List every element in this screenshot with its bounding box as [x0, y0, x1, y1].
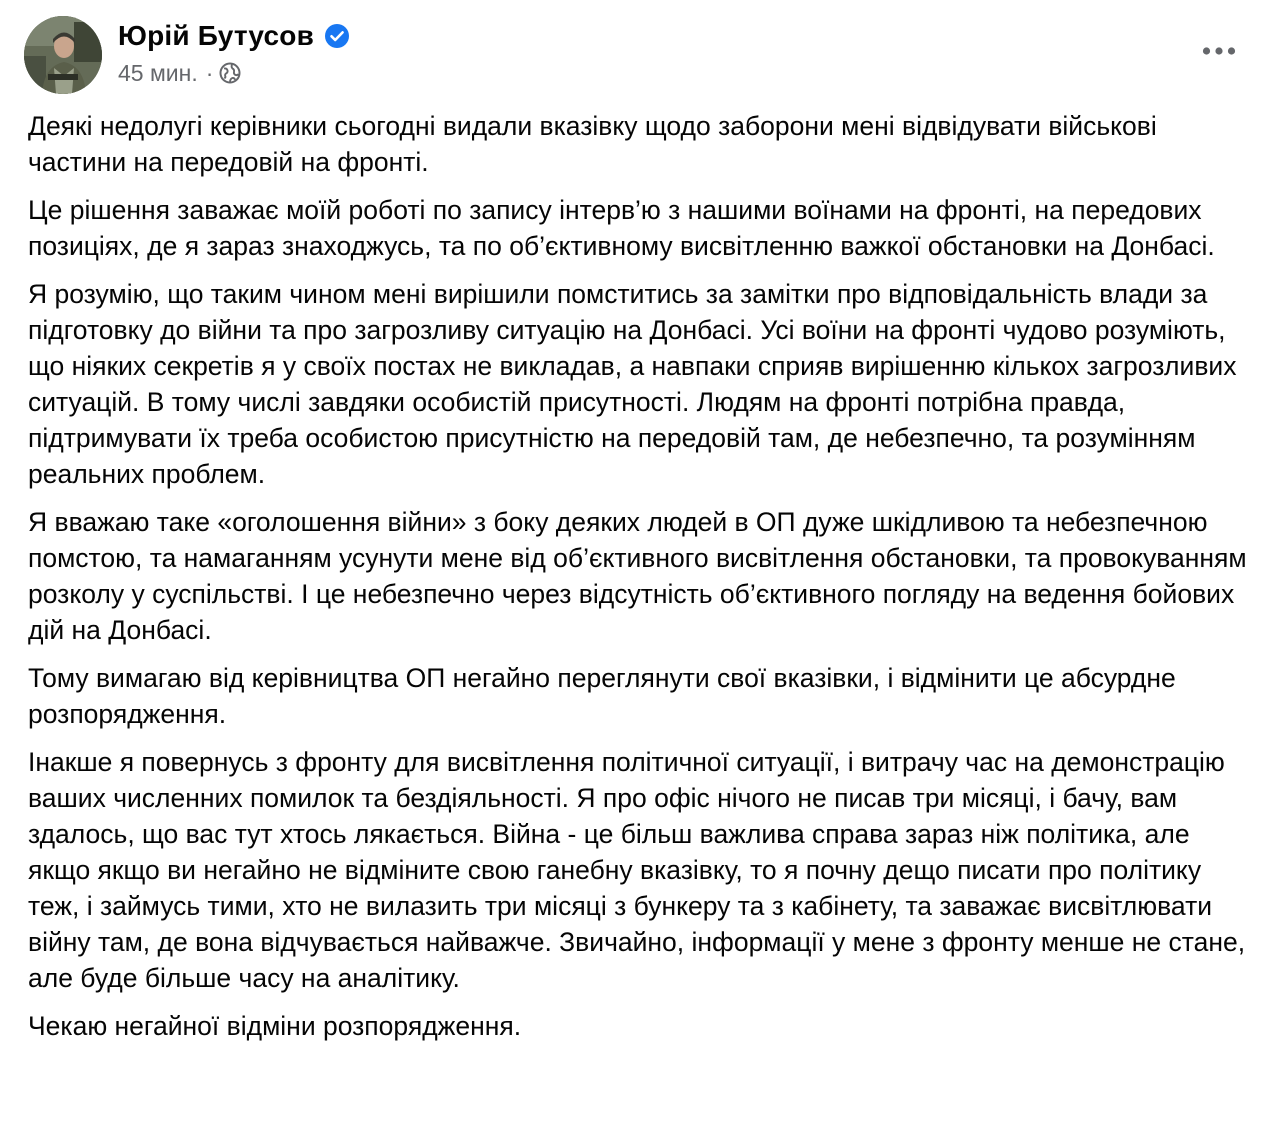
profile-photo-icon — [24, 16, 102, 94]
post-paragraph: Тому вимагаю від керівництва ОП негайно переглянути свої вказівки, і відмінити це абсурдне розпорядження. — [28, 663, 1176, 729]
post-meta — [118, 57, 241, 89]
verified-badge-icon — [324, 23, 350, 49]
more-options-icon — [1202, 46, 1236, 56]
post-text — [28, 108, 1258, 1056]
post-paragraph: Чекаю негайної відміни розпорядження. — [28, 1011, 522, 1041]
author-line — [118, 18, 350, 54]
post-paragraph: Деякі недолугі керівники сьогодні видали вказівку щодо заборони мені відвідувати військові частини на передовій на фронті. — [28, 111, 1157, 177]
post-paragraph: Інакше я повернусь з фронту для висвітлення політичної ситуації, і витрачу час на демонстрацію ваших численних помилок та бездіяльності. Я про офіс нічого не писав три місяці, і бачу, вам здалось, що вас тут хтось лякається. Війна - це більш важлива справа зараз ніж політика, але якщо якщо ви негайно не відміните свою ганебну вказівку, то я почну дещо писати про політику теж, і займусь тими, хто не вилазить три місяці з бункеру та з кабінету, та заважає висвітлювати війну там, де вона відчувається найважче. Звичайно, інформації у мене з фронту менше не стане, але буде більше часу на аналітику. — [28, 747, 1246, 993]
post-timestamp[interactable]: 45 мин. — [118, 59, 198, 86]
post-paragraph: Я розумію, що таким чином мені вирішили помститись за замітки про відповідальність влади за підготовку до війни та про загрозливу ситуацію на Донбасі. Усі воїни на фронті чудово розуміють, що ніяких секретів я у своїх постах не викладав, а навпаки сприяв вирішенню кількох загрозливих ситуацій. В тому числі завдяки особистій присутності. Людям на фронті потрібна правда, підтримувати їх треба особистою присутністю на передовій там, де небезпечно, та розумінням реальних проблем. — [28, 279, 1237, 489]
meta-separator: · — [205, 59, 214, 86]
author-avatar[interactable] — [24, 16, 102, 94]
more-options-button[interactable] — [1196, 34, 1242, 68]
post-paragraph: Це рішення заважає моїй роботі по запису інтерв’ю з нашими воїнами на фронті, на передових позиціях, де я зараз знаходжусь, та по об’єктивному висвітленню важкої обстановки на Донбасі. — [28, 195, 1215, 261]
author-name[interactable]: Юрій Бутусов — [118, 20, 314, 51]
globe-icon[interactable] — [219, 62, 241, 84]
post-header — [0, 0, 1280, 100]
post-paragraph: Я вважаю таке «оголошення війни» з боку деяких людей в ОП дуже шкідливою та небезпечною помстою, та намаганням усунути мене від об’єктивного висвітлення обстановки, та провокуванням розколу у суспільстві. І це небезпечно через відсутність об’єктивного погляду на ведення бойових дій на Донбасі. — [28, 507, 1247, 645]
